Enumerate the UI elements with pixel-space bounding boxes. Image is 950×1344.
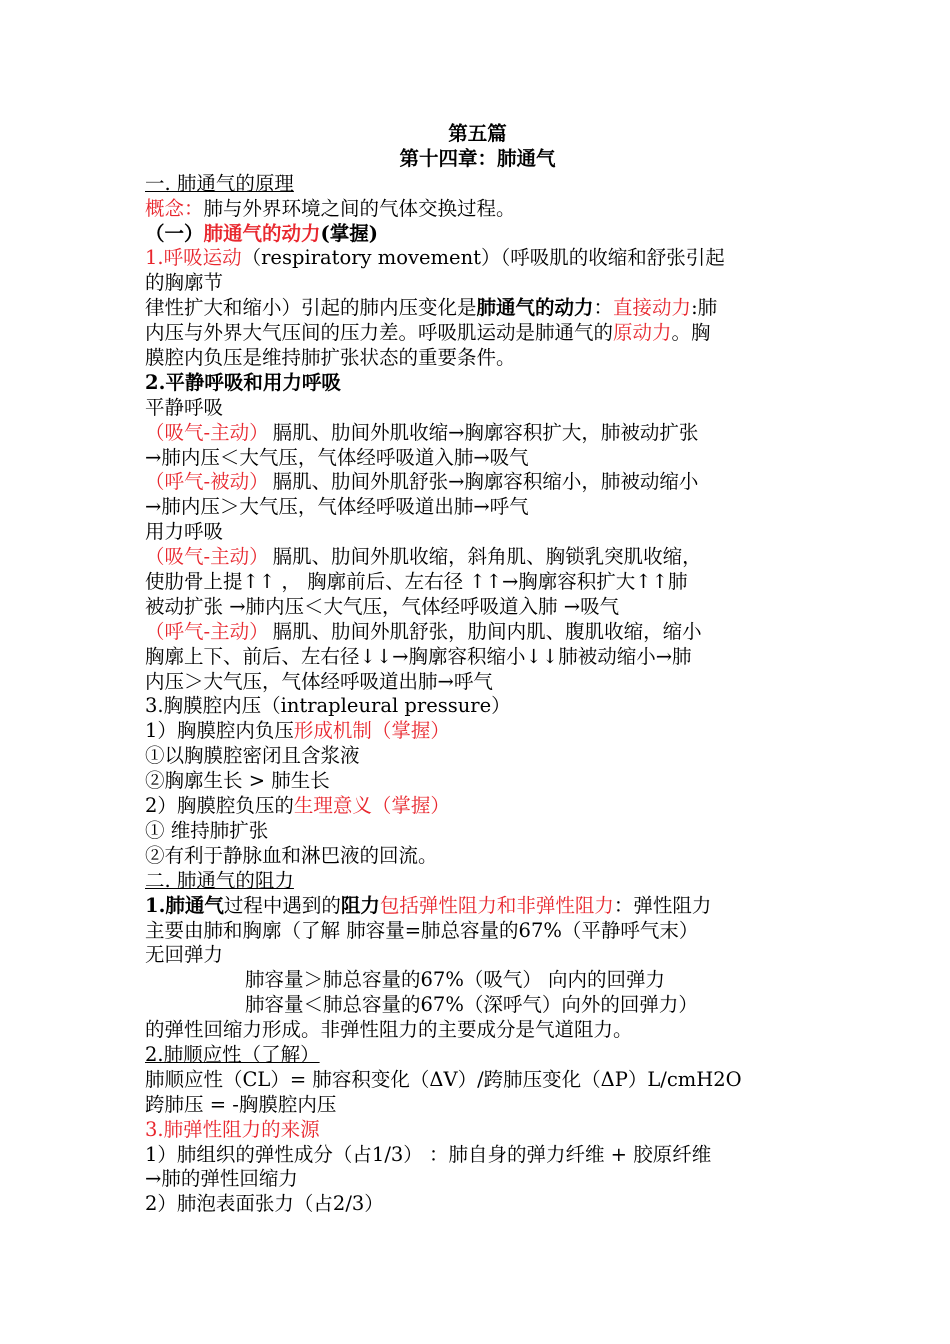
respiratory-movement-line-1: 1.呼吸运动（respiratory movement）（呼吸肌的收缩和舒张引起 [145, 246, 725, 270]
elastic-source-item-1: 1）肺组织的弹性成分（占1/3） ：肺自身的弹力纤维 + 胶原纤维 [145, 1142, 712, 1166]
respiratory-movement-line-5: 膜腔内负压是维持肺扩张状态的重要条件。 [145, 346, 516, 370]
respiratory-movement-line-2: 的胸廓节 [145, 271, 224, 295]
quiet-inhale-line-1: （吸气-主动） 膈肌、肋间外肌收缩→胸廓容积扩大，肺被动扩张 [145, 420, 699, 444]
forced-exhale-line-2: 胸廓上下、前后、左右径↓↓→胸廓容积缩小↓↓肺被动缩小→肺 [145, 644, 692, 668]
chapter-title: 第十四章：肺通气 [399, 146, 556, 170]
forced-inhale-line-3: 被动扩张 →肺内压＜大气压，气体经呼吸道入肺 →吸气 [145, 594, 620, 618]
subsection-power: （一）肺通气的动力(掌握) [145, 221, 378, 245]
intrapleural-significance: 2）胸膜腔负压的生理意义（掌握） [145, 794, 450, 818]
intrapleural-significance-item-2: ②有利于静脉血和淋巴液的回流。 [145, 843, 438, 867]
elastic-source-heading: 3.肺弹性阻力的来源 [145, 1117, 320, 1141]
quiet-forced-heading: 2.平静呼吸和用力呼吸 [145, 370, 341, 394]
document-page [145, 122, 810, 1217]
quiet-inhale-line-2: →肺内压＜大气压，气体经呼吸道入肺→吸气 [145, 445, 529, 469]
resistance-indent-1: 肺容量＞肺总容量的67%（吸气） 向内的回弹力 [245, 968, 666, 992]
quiet-exhale-line-2: →肺内压＞大气压，气体经呼吸道出肺→呼气 [145, 495, 529, 519]
concept-text: 肺与外界环境之间的气体交换过程。 [203, 196, 516, 220]
forced-exhale-tag: （呼气-主动） [145, 619, 269, 643]
forced-inhale-line-1: （吸气-主动） 膈肌、肋间外肌收缩，斜角肌、胸锁乳突肌收缩， [145, 545, 702, 569]
quiet-inhale-tag: （吸气-主动） [145, 420, 269, 444]
resistance-line-2: 主要由肺和胸廓（了解 肺容量=肺总容量的67%（平静呼气末） [145, 918, 699, 942]
respiratory-movement-line-4: 内压与外界大气压间的压力差。呼吸肌运动是肺通气的原动力。胸 [145, 321, 711, 345]
resistance-indent-2: 肺容量＜肺总容量的67%（深呼气）向外的回弹力） [245, 993, 698, 1017]
resistance-line-6: 的弹性回缩力形成。非弹性阻力的主要成分是气道阻力。 [145, 1018, 633, 1042]
concept-line [145, 197, 810, 222]
quiet-breathing-label: 平静呼吸 [145, 395, 224, 419]
transpulmonary-formula: 跨肺压 = -胸膜腔内压 [145, 1092, 337, 1116]
intrapleural-mechanism-item-1: ①以胸膜腔密闭且含浆液 [145, 744, 360, 768]
intrapleural-mechanism: 1）胸膜腔内负压形成机制（掌握） [145, 719, 450, 743]
section-heading-resistance: 二. 肺通气的阻力 [145, 868, 294, 892]
intrapleural-significance-item-1: ① 维持肺扩张 [145, 818, 269, 842]
resistance-line-1: 1.肺通气过程中遇到的阻力包括弹性阻力和非弹性阻力：弹性阻力 [145, 893, 712, 917]
intrapleural-mechanism-item-2: ②胸廓生长 > 肺生长 [145, 769, 330, 793]
forced-inhale-tag: （吸气-主动） [145, 545, 269, 569]
quiet-exhale-line-1: （呼气-被动） 膈肌、肋间外肌舒张→胸廓容积缩小，肺被动缩小 [145, 470, 699, 494]
section-heading-principle: 一. 肺通气的原理 [145, 171, 294, 195]
intrapleural-pressure-heading: 3.胸膜腔内压（intrapleural pressure） [145, 694, 511, 718]
elastic-source-item-1b: →肺的弹性回缩力 [145, 1167, 298, 1191]
concept-label: 概念： [145, 196, 204, 220]
forced-inhale-line-2: 使肋骨上提↑↑ ， 胸廓前后、左右径 ↑↑→胸廓容积扩大↑↑肺 [145, 570, 688, 594]
forced-exhale-line-1: （呼气-主动） 膈肌、肋间外肌舒张，肋间内肌、腹肌收缩，缩小 [145, 619, 702, 643]
elastic-source-item-2: 2）肺泡表面张力（占2/3） [145, 1192, 384, 1216]
forced-exhale-line-3: 内压＞大气压，气体经呼吸道出肺→呼气 [145, 669, 493, 693]
resistance-line-3: 无回弹力 [145, 943, 224, 967]
compliance-heading: 2.肺顺应性（了解） [145, 1042, 320, 1066]
compliance-formula: 肺顺应性（CL）= 肺容积变化（ΔV）/跨肺压变化（ΔP）L/cmH2O [145, 1067, 742, 1091]
respiratory-movement-line-3: 律性扩大和缩小）引起的肺内压变化是肺通气的动力：直接动力:肺 [145, 296, 718, 320]
quiet-exhale-tag: （呼气-被动） [145, 470, 269, 494]
forced-breathing-label: 用力呼吸 [145, 520, 224, 544]
part-title: 第五篇 [448, 122, 507, 145]
